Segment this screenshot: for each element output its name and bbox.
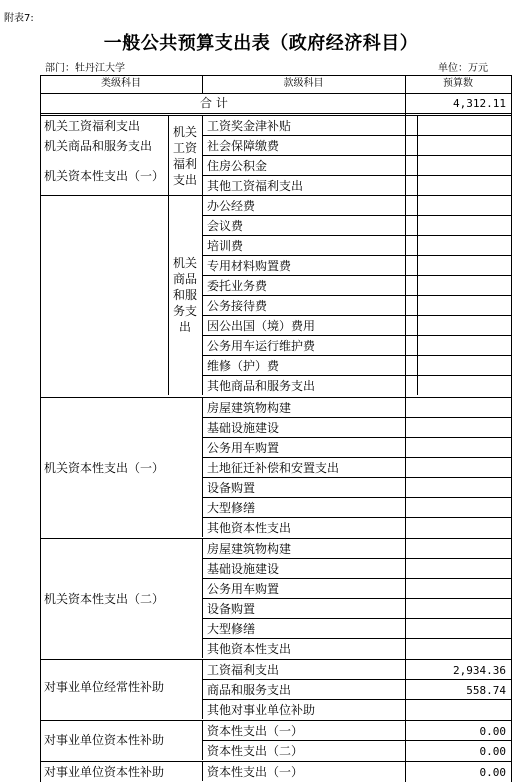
g1-inner-border — [168, 115, 169, 195]
item-divider — [202, 598, 511, 599]
table-left-border — [40, 75, 41, 782]
g1-cat-2: 机关商品和服务支出 — [44, 139, 153, 153]
header-budget: 预算数 — [443, 78, 473, 89]
g3-item-border — [202, 397, 203, 537]
item-divider — [202, 235, 511, 236]
item-divider — [202, 699, 511, 700]
table-top-border — [40, 75, 511, 76]
g2-vertical-label-char: 务支 — [172, 304, 197, 318]
group-divider — [40, 397, 511, 398]
g4-item-3: 公务用车购置 — [207, 582, 280, 596]
g2-item-10: 其他商品和服务支出 — [207, 379, 316, 393]
g3-item-6: 大型修缮 — [207, 501, 256, 515]
budget-column-border — [405, 75, 406, 782]
g4-cat: 机关资本性支出（二） — [44, 592, 165, 606]
g2-item-6: 公务接待费 — [207, 299, 268, 313]
item-divider — [202, 155, 511, 156]
g7-item-1: 资本性支出（一） — [207, 765, 304, 779]
group-divider — [40, 195, 511, 196]
g6-item-1: 资本性支出（一） — [207, 724, 304, 738]
item-divider — [202, 618, 511, 619]
group-divider — [40, 659, 511, 660]
g1-vertical-label-char: 福利 — [172, 157, 197, 171]
item-divider — [202, 135, 511, 136]
g7-value-1: 0.00 — [479, 766, 506, 779]
g2-item-1: 办公经费 — [207, 199, 256, 213]
g3-item-4: 土地征迁补偿和安置支出 — [207, 461, 340, 475]
g1-item-2: 社会保障缴费 — [207, 139, 280, 153]
g1-vertical-label — [170, 124, 200, 188]
item-divider — [202, 275, 511, 276]
total-divider — [40, 113, 511, 114]
item-divider — [202, 638, 511, 639]
g1-item-1: 工资奖金津补贴 — [207, 119, 292, 133]
item-divider — [202, 295, 511, 296]
header-divider — [40, 93, 511, 94]
g3-item-7: 其他资本性支出 — [207, 521, 292, 535]
item-divider — [202, 437, 511, 438]
g5-item-1: 工资福利支出 — [207, 663, 280, 677]
g6-value-1: 0.00 — [479, 725, 506, 738]
group-divider — [40, 538, 511, 539]
g2-vertical-label-char: 出 — [178, 320, 191, 334]
g4-item-1: 房屋建筑物构建 — [207, 542, 292, 556]
group-divider — [40, 720, 511, 721]
item-divider — [202, 355, 511, 356]
g2-vertical-label-char: 商品 — [172, 272, 197, 286]
g1-item-3: 住房公积金 — [207, 159, 268, 173]
item-divider — [202, 375, 511, 376]
g4-item-6: 其他资本性支出 — [207, 642, 292, 656]
g5-item-2: 商品和服务支出 — [207, 683, 292, 697]
unit-label: 单位：万元 — [438, 63, 488, 74]
total-value: 4,312.11 — [453, 97, 506, 110]
g1-vertical-label-char: 支出 — [172, 173, 197, 187]
g1-item-4: 其他工资福利支出 — [207, 179, 304, 193]
g5-item-border — [202, 659, 203, 719]
group-divider — [40, 761, 511, 762]
item-divider — [202, 497, 511, 498]
g6-value-2: 0.00 — [479, 745, 506, 758]
g2-vertical-label — [170, 255, 200, 335]
g6-item-2: 资本性支出（二） — [207, 744, 304, 758]
g3-item-3: 公务用车购置 — [207, 441, 280, 455]
department-label: 部门：牡丹江大学 — [45, 63, 125, 74]
item-divider — [202, 175, 511, 176]
g2-inner-border — [168, 195, 169, 395]
g3-item-2: 基础设施建设 — [207, 421, 280, 435]
g6-cat: 对事业单位资本性补助 — [44, 733, 165, 747]
g5-value-1: 2,934.36 — [453, 664, 506, 677]
header-category: 类级科目 — [101, 78, 141, 89]
g5-item-3: 其他对事业单位补助 — [207, 703, 316, 717]
g3-cat: 机关资本性支出（一） — [44, 461, 165, 475]
g2-vertical-label-char: 和服 — [172, 288, 197, 302]
item-divider — [202, 477, 511, 478]
g2-item-7: 因公出国（境）费用 — [207, 319, 316, 333]
g5-value-2: 558.74 — [466, 684, 506, 697]
item-divider — [202, 578, 511, 579]
item-divider — [202, 740, 511, 741]
g2-item-5: 委托业务费 — [207, 279, 268, 293]
g2-item-2: 会议费 — [207, 219, 244, 233]
item-divider — [202, 215, 511, 216]
item-divider — [202, 315, 511, 316]
g4-item-4: 设备购置 — [207, 602, 256, 616]
item-divider — [202, 255, 511, 256]
item-divider — [202, 679, 511, 680]
total-label: 合 计 — [200, 96, 228, 110]
header-item: 款级科目 — [283, 78, 324, 89]
g2-item-8: 公务用车运行维护费 — [207, 339, 316, 353]
attachment-label: 附表7: — [4, 13, 34, 24]
item-divider — [202, 517, 511, 518]
g4-item-2: 基础设施建设 — [207, 562, 280, 576]
g7-item-border — [202, 761, 203, 781]
item-divider — [202, 335, 511, 336]
g3-item-5: 设备购置 — [207, 481, 256, 495]
table-right-border — [511, 75, 512, 782]
item-divider — [202, 558, 511, 559]
g1-cat-3: 机关资本性支出（一） — [44, 169, 165, 183]
group-divider — [40, 115, 511, 116]
g1-vertical-label-char: 工资 — [172, 141, 197, 155]
g2-item-3: 培训费 — [207, 239, 244, 253]
g1-vertical-label-char: 机关 — [172, 125, 197, 139]
g4-item-5: 大型修缮 — [207, 622, 256, 636]
item-divider — [202, 457, 511, 458]
g2-item-4: 专用材料购置费 — [207, 259, 292, 273]
page-title: 一般公共预算支出表（政府经济科目） — [103, 33, 419, 54]
g2-item-9: 维修（护）费 — [207, 359, 280, 373]
g5-cat: 对事业单位经常性补助 — [44, 680, 165, 694]
g2-vertical-label-char: 机关 — [172, 256, 197, 270]
g1-cat-1: 机关工资福利支出 — [44, 119, 141, 133]
g7-cat: 对事业单位资本性补助 — [44, 765, 165, 779]
item-divider — [202, 417, 511, 418]
g3-item-1: 房屋建筑物构建 — [207, 401, 292, 415]
